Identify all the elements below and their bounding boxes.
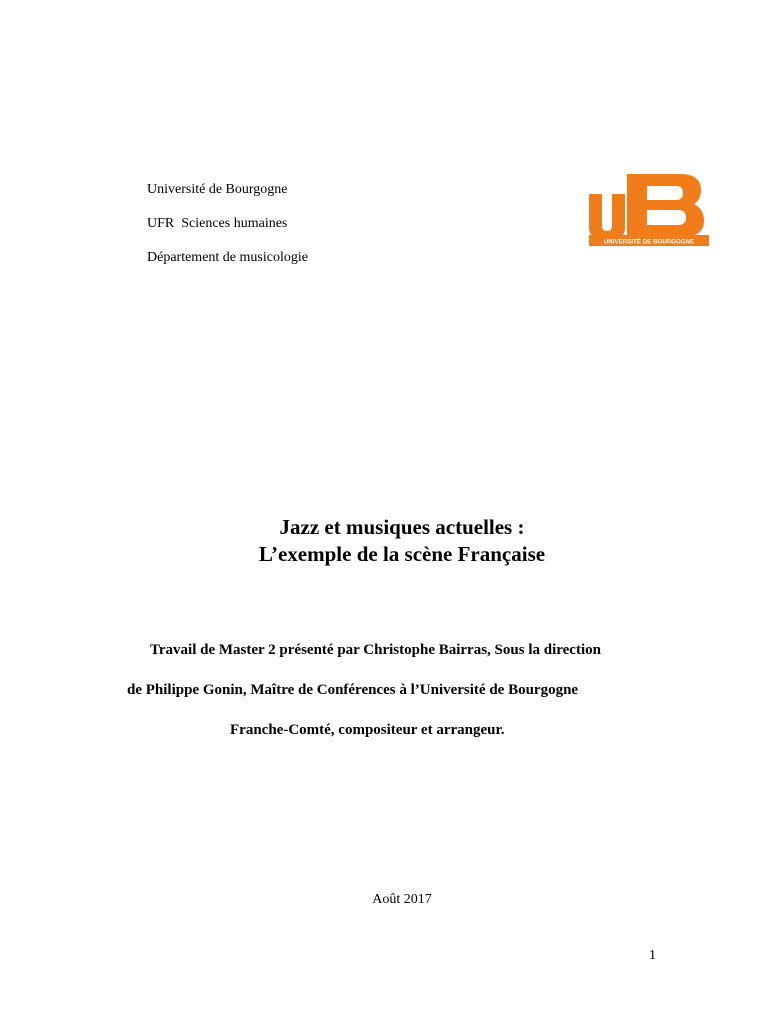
submission-date: Août 2017	[372, 892, 432, 907]
title-line-2: L’exemple de la scène Française	[258, 542, 546, 566]
title-line-1: Jazz et musiques actuelles :	[279, 515, 525, 539]
page-number: 1	[649, 948, 656, 963]
university-name: Université de Bourgogne	[147, 182, 288, 197]
thesis-title	[0, 514, 768, 568]
ufr-name: UFR Sciences humaines	[147, 216, 288, 231]
subtitle-line-1: Travail de Master 2 présenté par Christophe Bairras, Sous la direction	[150, 642, 601, 658]
subtitle-line-2: de Philippe Gonin, Maître de Conférences à l’Université de Bourgogne	[127, 682, 579, 698]
department-name: Département de musicologie	[147, 250, 308, 265]
institution-block	[147, 181, 308, 266]
subtitle-line-3: Franche-Comté, compositeur et arrangeur.	[230, 722, 505, 738]
logo-caption: UNIVERSITÉ DE BOURGOGNE	[603, 238, 695, 246]
university-logo	[586, 171, 712, 247]
